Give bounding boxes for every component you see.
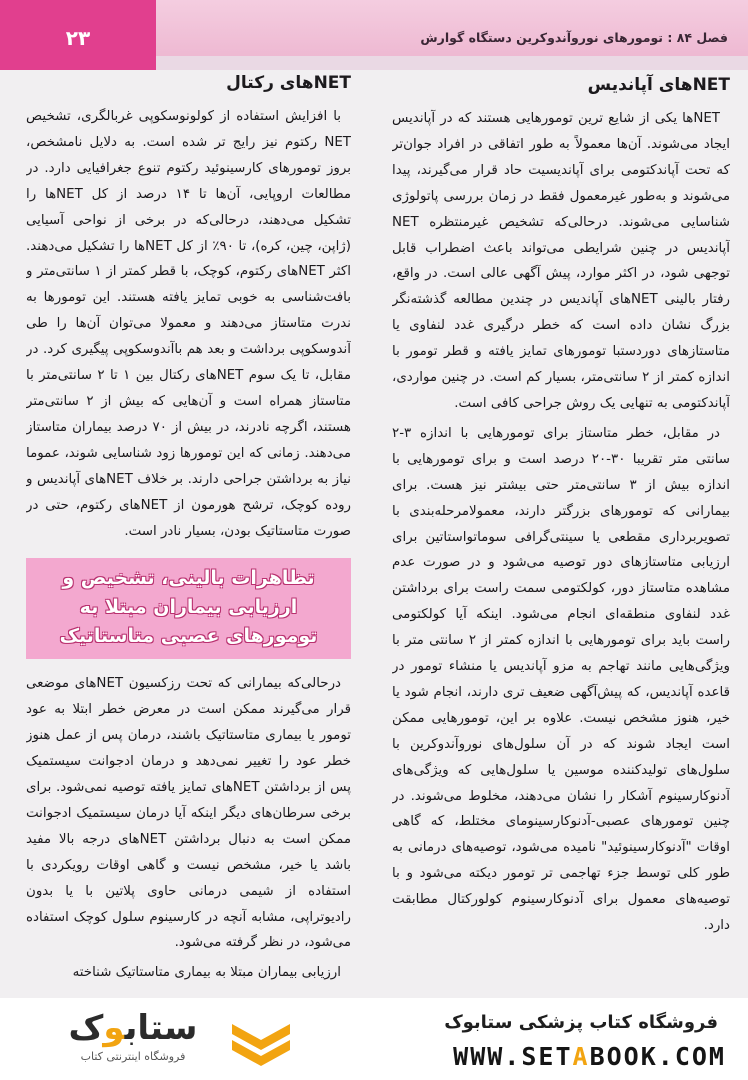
chapter-title: فصل ۸۴ : تومورهای نوروآندوکرین دستگاه گوارش [420, 30, 728, 45]
paragraph: NETها یکی از شایع ترین تومورهایی هستند که در آپاندیس ایجاد می‌شوند. آن‌ها معمولاً به طور اتفاقی در افراد جوان‌تر که تحت آپاندکتومی برای آپاندیسیت حاد قرار می‌گیرند، پیدا می‌شوند و به‌طور غیرمعمول فقط در زمان بررسی پاتولوژی شناسایی می‌شوند. درحالی‌که تشخیص غیرمنتظره NET آپاندیس در چنین شرایطی می‌تواند باعث اضطراب قابل توجهی شود، در اکثر موارد، پیش آگهی عالی است. در واقع، رفتار بالینی NETهای آپاندیس در چندین مطالعه گذشته‌نگر بزرگ نشان داده است که خطر درگیری غدد لنفاوی یا متاستازهای دوردستبا تومورهای تمایز یافته و قطر تومور با اندازه کمتر از ۲ سانتی‌متر، بسیار کم است. در چنین مواردی، آپاندکتومی به تنهایی یک روش جراحی کافی است. [392, 111, 730, 411]
paragraph: در مقابل، خطر متاستاز برای تومورهایی با اندازه ۳-۲ سانتی متر تقریبا ۳۰-۲۰ درصد است و برای تومورهایی با اندازه بیش از ۳ سانتی‌متر حتی بیشتر نیز هست. برای بیمارانی که تومورهای بزرگتر دارند، معمولامرحله‌بندی با تصویربرداری مقطعی یا سینتی‌گرافی سوماتواستاتین برای ارزیابی متاستازهای دور توصیه می‌شود و در صورت عدم مشاهده متاستاز دور، کولکتومی سمت راست برای برداشتن غدد لنفاوی منطقه‌ای انجام می‌شود. اینکه آیا کولکتومی راست باید برای تومورهایی با اندازه کمتر از ۲ سانتی متر با ویژگی‌هایی مانند تهاجم به مزو آپاندیس یا منشاء تومور در قاعده آپاندیس، که پیش‌آگهی ضعیف تری دارند، انجام شود یا خیر، هنوز مشخص نیست. علاوه بر این، تومورهایی ممکن است ایجاد شوند که در آن سلول‌های نوروآندوکرین با سلول‌های تولیدکننده موسین یا سلول‌هایی که ویژگی‌های آدنوکارسینوم آشکار را نشان می‌دهند، مخلوط می‌شوند. در چنین تومورهای عصبی-آدنوکارسینومای مختلط، که گاهی اوقات "آدنوکارسینوئید" نامیده می‌شود، توصیه‌های درمانی به طور کلی توسط جزء تهاجمی تر تومور دیکته می‌شود و با توصیه‌های معمول برای آدنوکارسینوم کولورکتال مطابقت دارد. [392, 425, 730, 934]
section-heading-rectal: NETهای رکتال [226, 73, 351, 93]
paragraph: با افزایش استفاده از کولونوسکوپی غربالگری، تشخیص NET رکتوم نیز رایج تر شده است. به دلایل نامشخص، بروز تومورهای کارسینوئید رکتوم تنوع جغرافیایی دارد. در مطالعات اروپایی، آن‌ها تا ۱۴ درصد از کل NETها را تشکیل می‌دهند، درحالی‌که در برخی از نواحی آسیایی (ژاپن، چین، کره)، تا ۹۰٪ از کل NETها را تشکیل می‌دهند. اکثر NETهای رکتوم، کوچک، با قطر کمتر از ۱ سانتی‌متر و بافت‌شناسی به خوبی تمایز یافته هستند. این تومورها به ندرت متاستاز می‌دهند و معمولا می‌توان آن‌ها را طی آندوسکوپی برداشت و بعد هم باآندوسکوپی پیگیری کرد. در مقابل، تا یک سوم NETهای رکتال بین ۱ تا ۲ سانتی‌متر با متاستاز همراه است و آن‌هایی که بیش از ۲ سانتی‌متر هستند، اگرچه نادرند، در بیش از ۷۰ درصد بیماران متاستاز می‌دهند. زمانی که این تومورها زود شناسایی شوند، عموما نیاز به برداشتن جراحی دارند. بر خلاف NETهای آپاندیس و روده کوچک، ترشح هورمون از NETهای رکتوم، حتی در صورت متاستاتیک بودن، بسیار نادر است. [26, 109, 351, 539]
book-chevron-icon [228, 1010, 294, 1070]
page-number: ۲۳ [65, 26, 91, 50]
paragraph: ارزیابی بیماران مبتلا به بیماری متاستاتیک شناخته [72, 965, 341, 981]
section-heading-clinical: تظاهرات بالینی، تشخیص و ارزیابی بیماران مبتلا به تومورهای عصبی متاستاتیک [59, 567, 318, 648]
right-column [392, 68, 730, 998]
paragraph: درحالی‌که بیمارانی که تحت رزکسیون NETهای موضعی قرار می‌گیرند ممکن است در معرض خطر ابتلا به عود تومور یا بیماری متاستاتیک باشند، درمان پس از عمل هنوز خطر عود را تغییر نمی‌دهد و درمان ادجوانت سیستمیک پس از برداشتن NETهای تمایز یافته توصیه نمی‌شود. برای برخی سرطان‌های دیگر اینکه آیا درمان سیستمیک ادجوانت ممکن است به دنبال برداشتن NETهای درجه بالا مفید باشد یا خیر، مشخص نیست و گاهی اوقات رویکردی با استفاده از شیمی درمانی حاوی پلاتین با یا بدون رادیوتراپی، مشابه آنچه در کارسینوم سلول کوچک استفاده می‌شود، در نظر گرفته می‌شود. [26, 676, 351, 951]
logo-wordmark: ستابوک [68, 1008, 198, 1048]
setabook-logo [28, 1006, 298, 1074]
page-number-tab [0, 0, 156, 70]
page-header [0, 0, 748, 70]
store-url[interactable]: WWW.SETABOOK.COM [453, 1042, 726, 1071]
section-heading-appendix: NETهای آپاندیس [587, 75, 730, 95]
store-name: فروشگاه کتاب پزشکی ستابوک [444, 1012, 718, 1033]
left-column [26, 68, 351, 998]
publisher-banner [0, 998, 748, 1080]
logo-subtitle: فروشگاه اینترنتی کتاب [80, 1050, 186, 1063]
chapter-header-band [154, 0, 748, 56]
highlight-heading-box [26, 558, 351, 659]
